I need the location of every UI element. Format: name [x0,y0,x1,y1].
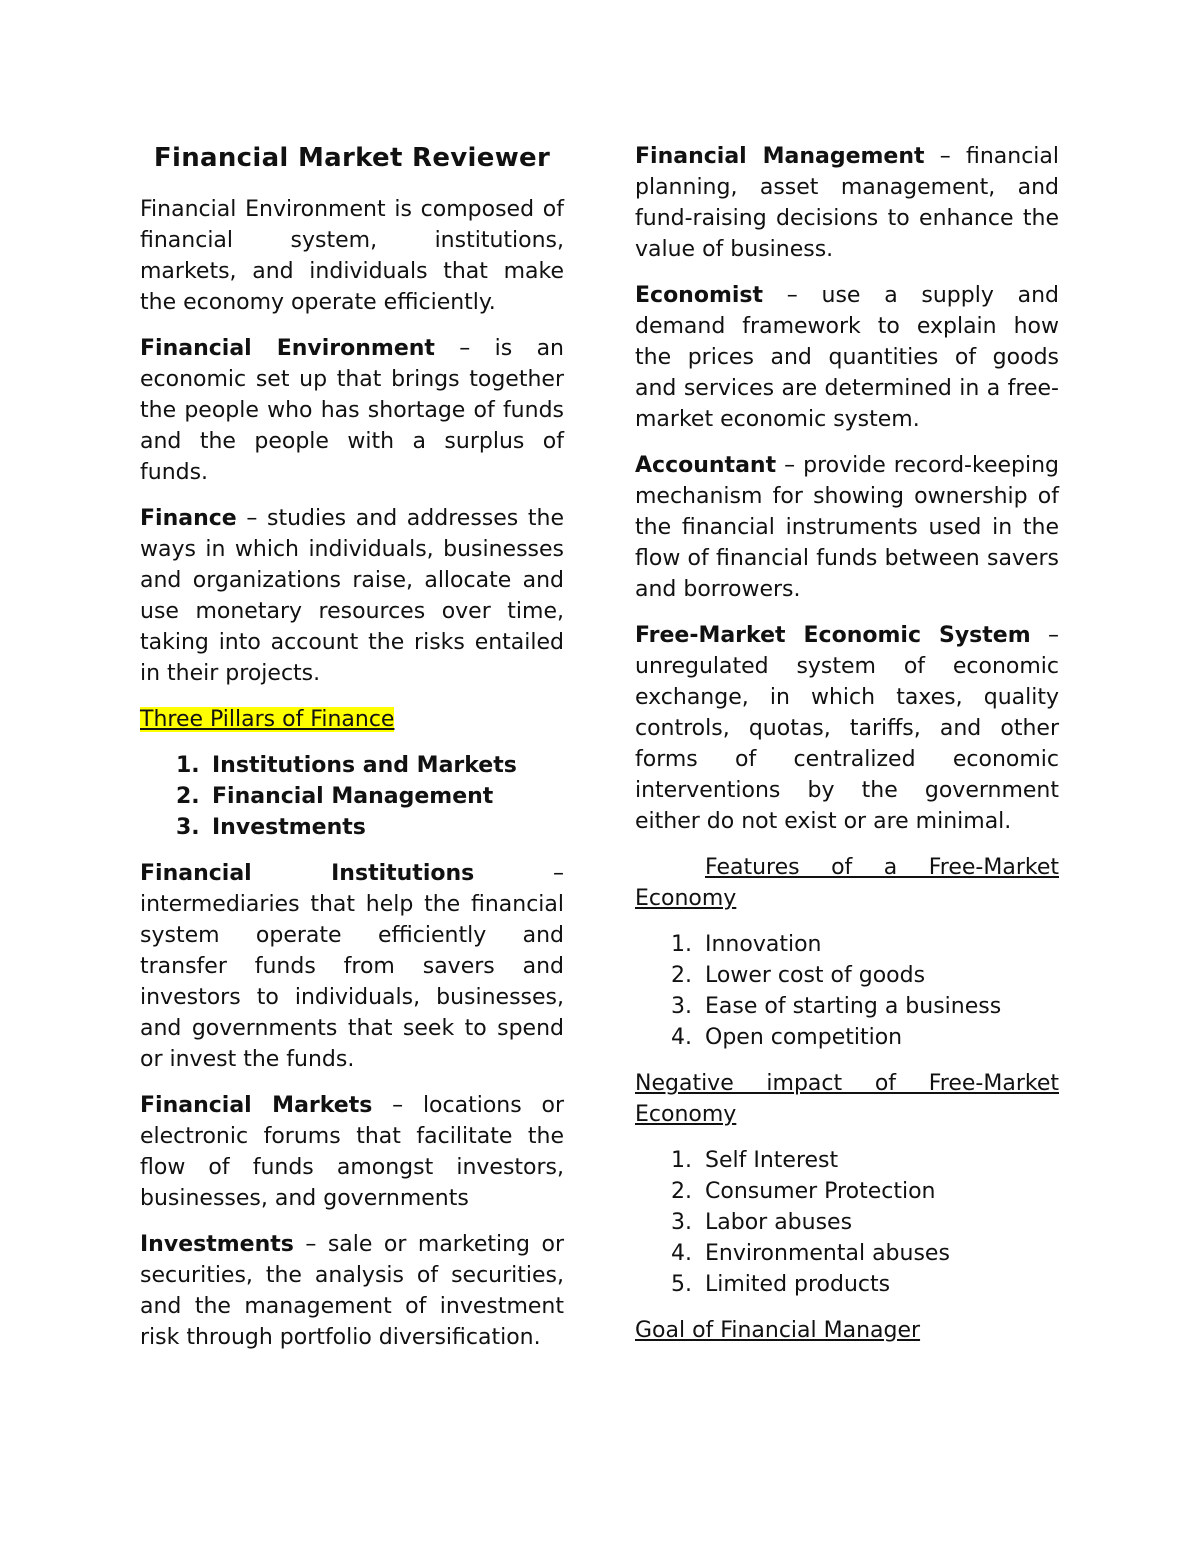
list-text: Lower cost of goods [705,963,926,988]
list-text: Financial Management [212,784,494,809]
highlighted-heading: Three Pillars of Finance [140,707,395,732]
list-text: Investments [212,815,366,840]
goal-heading: Goal of Financial Manager [635,1318,921,1343]
free-market-paragraph [635,620,1059,837]
list-text: Labor abuses [705,1210,853,1235]
negative-impact-list [635,1145,1059,1300]
economist-paragraph [635,280,1059,435]
list-text: Self Interest [705,1148,839,1173]
list-item [671,1238,1059,1269]
definition: – locations or electronic forums that facilitate the flow of funds amongst investors, businesses, and governments [140,1093,564,1211]
list-item [671,1176,1059,1207]
financial-environment-paragraph [140,333,564,488]
list-item [671,1207,1059,1238]
definition: – financial planning, asset management, and fund-raising decisions to enhance the value of business. [635,144,1059,262]
list-text: Institutions and Markets [212,753,517,778]
intro-paragraph: Financial Environment is composed of financial system, institutions, markets, and individuals that make the economy operate efficiently. [140,197,564,315]
list-text: Ease of starting a business [705,994,1002,1019]
list-number: 3. [671,994,692,1019]
list-text: Open competition [705,1025,903,1050]
definition: – studies and addresses the ways in which individuals, businesses and organizations raise, allocate and use monetary resources over time, taking into account the risks entailed in their projects. [140,506,564,686]
list-item [671,1145,1059,1176]
definition: – intermediaries that help the financial system operate efficiently and transfer funds from savers and investors to individuals, businesses, and governments that seek to spend or invest the funds. [140,861,564,1072]
list-text: Limited products [705,1272,891,1297]
list-item [671,929,1059,960]
financial-institutions-paragraph [140,858,564,1075]
term: Investments [140,1232,294,1257]
list-number: 1. [671,1148,692,1173]
term: Accountant [635,453,777,478]
financial-management-paragraph [635,141,1059,265]
list-item [671,1022,1059,1053]
finance-paragraph [140,503,564,689]
definition: – is an economic set up that brings together the people who has shortage of funds and the people with a surplus of funds. [140,336,564,485]
list-number: 1. [176,753,200,778]
term: Financial Markets [140,1093,373,1118]
list-item [176,812,564,843]
definition: – use a supply and demand framework to explain how the prices and quantities of goods and services are determined in a free-market economic system. [635,283,1059,432]
list-number: 2. [176,784,200,809]
definition: – unregulated system of economic exchange, in which taxes, quality controls, quotas, tariffs, and other forms of centralized economic interventions by the government either do not exist or are minimal. [635,623,1060,834]
term: Economist [635,283,764,308]
definition: – sale or marketing or securities, the analysis of securities, and the management of investment risk through portfolio diversification. [140,1232,564,1350]
list-number: 3. [176,815,200,840]
list-item [671,991,1059,1022]
list-number: 3. [671,1210,692,1235]
list-number: 4. [671,1241,692,1266]
term: Free-Market Economic System [635,623,1031,648]
features-heading: Features of a Free-Market Economy [635,855,1059,911]
pillars-list [140,750,564,843]
term: Finance [140,506,237,531]
term: Financial Management [635,144,925,169]
document-title: Financial Market Reviewer [153,143,551,173]
list-item [176,750,564,781]
list-item [176,781,564,812]
list-number: 2. [671,1179,692,1204]
right-column [635,141,1059,1361]
term: Financial Institutions [140,861,475,886]
list-text: Environmental abuses [705,1241,950,1266]
list-item [671,1269,1059,1300]
list-number: 1. [671,932,692,957]
list-text: Innovation [705,932,822,957]
list-item [671,960,1059,991]
features-list [635,929,1059,1053]
definition: – provide record-keeping mechanism for showing ownership of the financial instruments used in the flow of financial funds between savers and borrowers. [635,453,1059,602]
investments-paragraph [140,1229,564,1353]
pillars-heading [140,704,564,735]
term: Financial Environment [140,336,435,361]
accountant-paragraph [635,450,1059,605]
financial-markets-paragraph [140,1090,564,1214]
list-number: 5. [671,1272,692,1297]
left-column [140,140,564,1368]
list-text: Consumer Protection [705,1179,936,1204]
negative-impact-heading: Negative impact of Free-Market Economy [635,1071,1059,1127]
list-number: 2. [671,963,692,988]
list-number: 4. [671,1025,692,1050]
